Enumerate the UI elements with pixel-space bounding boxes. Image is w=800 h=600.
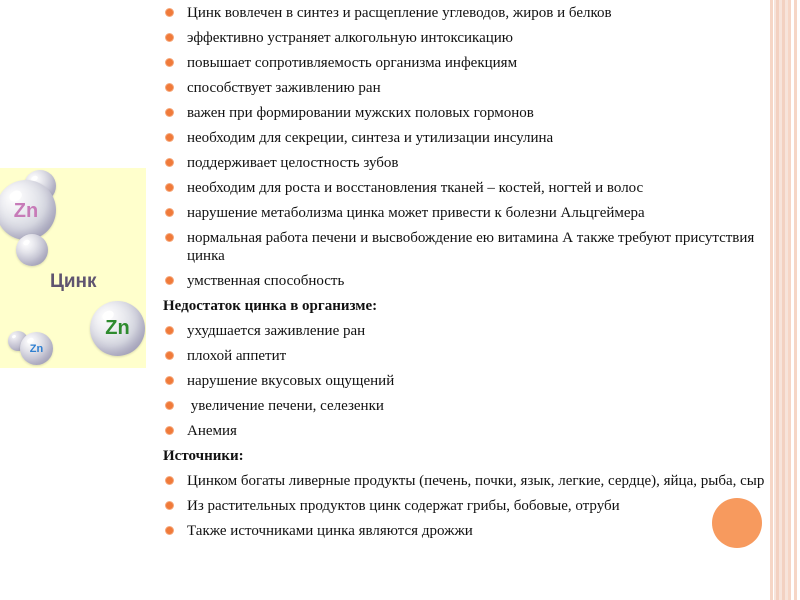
list-item: способствует заживлению ран (163, 79, 775, 97)
list-item: важен при формировании мужских половых гормонов (163, 104, 775, 122)
list-item: необходим для роста и восстановления тканей – костей, ногтей и волос (163, 179, 775, 197)
slide-content (163, 4, 775, 547)
list-item: нормальная работа печени и высвобождение ею витамина А также требуют присутствия цинка (163, 229, 775, 265)
bubble-zn-label-2: Zn (105, 317, 130, 339)
list-item: умственная способность (163, 272, 775, 290)
deficiency-heading: Недостаток цинка в организме: (163, 298, 378, 314)
list-item: ухудшается заживление ран (163, 322, 775, 340)
sources-heading: Источники: (163, 448, 244, 464)
bubble-zn-green (90, 301, 145, 356)
bubble-zn-blue (20, 332, 53, 365)
list-item: Цинком богаты ливерные продукты (печень, почки, язык, легкие, сердце), яйца, рыба, сыр (163, 472, 775, 490)
bubble-zn-large (0, 180, 56, 240)
list-item: увеличение печени, селезенки (163, 397, 775, 415)
bubble-zn-label-1: Zn (13, 200, 39, 222)
list-item: повышает сопротивляемость организма инфекциям (163, 54, 775, 72)
list-item: эффективно устраняет алкогольную интоксикацию (163, 29, 775, 47)
list-item: нарушение вкусовых ощущений (163, 372, 775, 390)
zinc-word: Цинк (50, 271, 97, 292)
list-item: необходим для секреции, синтеза и утилизации инсулина (163, 129, 775, 147)
list-item: нарушение метаболизма цинка может привести к болезни Альцгеймера (163, 204, 775, 222)
list-item: Анемия (163, 422, 775, 440)
list-item: Из растительных продуктов цинк содержат грибы, бобовые, отруби (163, 497, 775, 515)
zinc-functions-list (163, 4, 775, 290)
list-item: Цинк вовлечен в синтез и расщепление углеводов, жиров и белков (163, 4, 775, 22)
bubble-small-mid (16, 234, 48, 266)
sources-list (163, 472, 775, 540)
list-item: Также источниками цинка являются дрожжи (163, 522, 775, 540)
deficiency-list (163, 322, 775, 440)
bubble-zn-label-3: Zn (29, 343, 44, 355)
list-item: плохой аппетит (163, 347, 775, 365)
list-item: поддерживает целостность зубов (163, 154, 775, 172)
zinc-illustration-panel (0, 168, 146, 368)
